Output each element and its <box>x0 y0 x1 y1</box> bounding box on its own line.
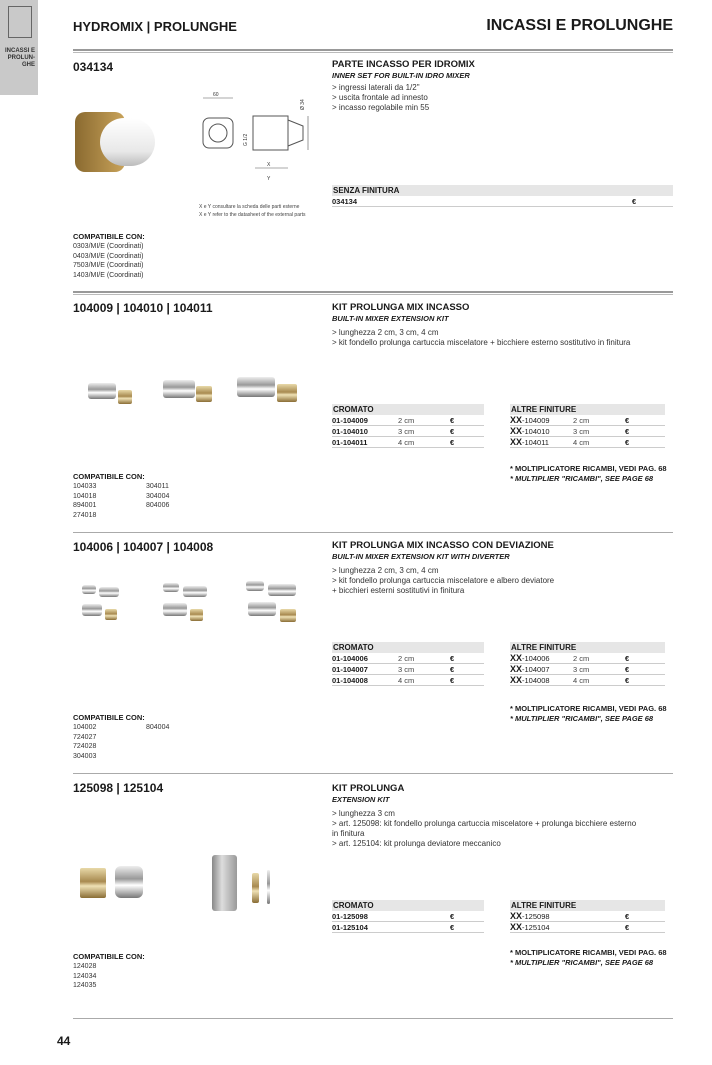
table-header: ALTRE FINITURE <box>510 404 665 415</box>
price: € <box>625 427 630 436</box>
table-header: CROMATO <box>332 900 484 911</box>
size: 4 cm <box>573 438 590 447</box>
list-item: 804004 <box>146 724 170 731</box>
price: € <box>450 665 455 674</box>
list-item: > art. 125098: kit fondello prolunga cartuccia miscelatore + prolunga bicchiere esterno <box>332 819 637 828</box>
price: € <box>450 923 455 932</box>
list-item: 724027 <box>73 733 97 741</box>
table-header: CROMATO <box>332 404 484 415</box>
compat-title: COMPATIBILE CON: <box>73 472 145 481</box>
finish-prefix: XX <box>510 911 523 921</box>
header-left: HYDROMIX | PROLUNGHE <box>73 19 237 34</box>
finish-prefix: XX <box>510 653 523 663</box>
list-item: > lunghezza 3 cm <box>332 809 395 818</box>
price-table-cromato <box>332 642 484 686</box>
product-code: 104009 | 104010 | 104011 <box>73 301 213 315</box>
size: 2 cm <box>573 416 590 425</box>
table-row <box>332 196 673 207</box>
product-subtitle: BUILT-IN MIXER EXTENSION KIT WITH DIVERTER <box>332 552 510 561</box>
list-item: X e Y refer to the datasheet of the external parts <box>199 212 306 218</box>
valve-drawing-icon <box>8 6 32 38</box>
price: € <box>450 427 455 436</box>
list-item: > lunghezza 2 cm, 3 cm, 4 cm <box>332 328 439 337</box>
size: 3 cm <box>398 427 415 436</box>
multiplier-note <box>510 948 667 968</box>
compat-list <box>73 242 223 280</box>
dim-diameter: Ø 34 <box>300 99 306 110</box>
size: 3 cm <box>398 665 415 674</box>
side-tab-label: INCASSI E PROLUN-GHE <box>4 48 35 68</box>
list-item: 0303/MI/E (Coordinati) <box>73 243 144 250</box>
price-table-cromato <box>332 900 484 933</box>
article-code: XX-104008 <box>510 675 550 685</box>
list-item: > lunghezza 2 cm, 3 cm, 4 cm <box>332 566 439 575</box>
article-code: 01-104006 <box>332 654 368 663</box>
list-item: * MOLTIPLICATORE RICAMBI, VEDI PAG. 68 <box>510 948 667 957</box>
list-item: * MOLTIPLICATORE RICAMBI, VEDI PAG. 68 <box>510 704 667 713</box>
dim-y: Y <box>267 176 271 182</box>
list-item: > kit fondello prolunga cartuccia miscelatore + bicchiere esterno sostitutivo in finitura <box>332 338 631 347</box>
list-item: 894001 <box>73 502 97 509</box>
list-item <box>146 962 226 972</box>
size <box>398 911 450 921</box>
bullets <box>332 328 672 348</box>
table-row <box>332 911 484 922</box>
table-header: ALTRE FINITURE <box>510 900 665 911</box>
list-item: 124034 <box>73 972 97 980</box>
compat-title: COMPATIBILE CON: <box>73 952 145 961</box>
bullets <box>332 809 672 849</box>
table-row <box>332 437 484 448</box>
compat-list <box>73 482 226 520</box>
price-table-altre <box>510 642 665 686</box>
article-code: 01-104008 <box>332 676 368 685</box>
finish-prefix: XX <box>510 415 523 425</box>
article-code: XX-104010 <box>510 426 550 436</box>
list-item: 104002 <box>73 724 97 731</box>
product-subtitle: INNER SET FOR BUILT-IN IDRO MIXER <box>332 71 470 80</box>
product-title: KIT PROLUNGA MIX INCASSO <box>332 302 470 313</box>
table-header: ALTRE FINITURE <box>510 642 665 653</box>
list-item: > art. 125104: kit prolunga deviatore meccanico <box>332 839 501 848</box>
list-item <box>146 742 226 752</box>
list-item: 1403/MI/E (Coordinati) <box>73 271 144 279</box>
finish-prefix: XX <box>510 664 523 674</box>
table-row <box>332 675 484 686</box>
product-subtitle: EXTENSION KIT <box>332 795 390 804</box>
technical-drawing <box>195 88 320 183</box>
table-row <box>510 426 665 437</box>
price: € <box>632 197 637 206</box>
compat-list <box>73 723 226 761</box>
size: 4 cm <box>398 676 415 685</box>
divider <box>73 532 673 533</box>
list-item: * MULTIPLIER "RICAMBI", SEE PAGE 68 <box>510 714 654 723</box>
list-item: * MULTIPLIER "RICAMBI", SEE PAGE 68 <box>510 958 654 967</box>
list-item: + bicchieri esterni sostitutivi in finitura <box>332 586 465 595</box>
table-row <box>510 664 665 675</box>
article-code: XX-125098 <box>510 911 550 921</box>
finish-prefix: XX <box>510 922 523 932</box>
product-title: PARTE INCASSO PER IDROMIX <box>332 59 475 70</box>
article-code: 01-104011 <box>332 438 368 447</box>
list-item: * MOLTIPLICATORE RICAMBI, VEDI PAG. 68 <box>510 464 667 473</box>
article-code: 01-104009 <box>332 416 368 425</box>
compat-title: COMPATIBILE CON: <box>73 713 145 722</box>
table-header: CROMATO <box>332 642 484 653</box>
list-item: 274018 <box>73 511 97 519</box>
product-subtitle: BUILT-IN MIXER EXTENSION KIT <box>332 314 449 323</box>
list-item: 804006 <box>146 502 170 509</box>
table-row <box>510 675 665 686</box>
price: € <box>450 676 455 685</box>
product-code: 034134 <box>73 60 114 74</box>
list-item: > incasso regolabile min 55 <box>332 103 430 112</box>
price: € <box>450 912 455 921</box>
size: 2 cm <box>398 654 415 663</box>
list-item <box>146 733 226 743</box>
price-table-altre <box>510 900 665 933</box>
list-item: 304003 <box>73 752 97 760</box>
size: 2 cm <box>573 654 590 663</box>
table-row <box>510 437 665 448</box>
product-image-cap <box>100 118 155 166</box>
article-code: XX-104011 <box>510 437 549 447</box>
table-row <box>510 911 665 922</box>
size: 3 cm <box>573 665 590 674</box>
table-row <box>332 653 484 664</box>
bullets <box>332 566 672 596</box>
price-table-cromato <box>332 404 484 448</box>
list-item: 0403/MI/E (Coordinati) <box>73 252 144 260</box>
article-code: 01-125104 <box>332 923 368 932</box>
divider <box>73 291 673 295</box>
price: € <box>625 654 630 663</box>
list-item <box>146 752 226 762</box>
table-header: SENZA FINITURA <box>332 185 673 196</box>
bullets <box>332 83 672 113</box>
table-row <box>332 415 484 426</box>
article-code: XX-104009 <box>510 415 550 425</box>
product-title: KIT PROLUNGA MIX INCASSO CON DEVIAZIONE <box>332 540 554 551</box>
finish-prefix: XX <box>510 437 523 447</box>
table-row <box>332 664 484 675</box>
list-item <box>146 972 226 982</box>
price: € <box>625 912 630 921</box>
article-code: 01-104010 <box>332 427 368 436</box>
table-row <box>332 922 484 933</box>
price: € <box>625 676 630 685</box>
list-item: 304004 <box>146 492 170 500</box>
table-row <box>332 426 484 437</box>
compat-list <box>73 962 226 991</box>
list-item: 124028 <box>73 963 97 970</box>
list-item: 124035 <box>73 982 97 989</box>
list-item: in finitura <box>332 829 365 838</box>
product-title: KIT PROLUNGA <box>332 783 405 794</box>
list-item: > kit fondello prolunga cartuccia miscelatore e albero deviatore <box>332 576 555 585</box>
table-row <box>510 415 665 426</box>
size <box>573 911 625 921</box>
table-row <box>510 922 665 933</box>
product-code: 104006 | 104007 | 104008 <box>73 540 214 554</box>
price: € <box>625 665 630 674</box>
size: 4 cm <box>398 438 415 447</box>
compat-title: COMPATIBILE CON: <box>73 232 145 241</box>
article-code: 01-125098 <box>332 912 368 921</box>
list-item: > uscita frontale ad innesto <box>332 93 428 102</box>
list-item <box>146 981 226 991</box>
article-code: 034134 <box>332 197 358 206</box>
article-code: XX-104006 <box>510 653 550 663</box>
size <box>398 922 450 932</box>
list-item: 304011 <box>146 483 169 490</box>
article-code: XX-104007 <box>510 664 550 674</box>
table-row <box>510 653 665 664</box>
header-right: INCASSI E PROLUNGHE <box>486 17 673 34</box>
side-tab <box>0 0 38 95</box>
dim-width: 60 <box>213 92 219 98</box>
size: 4 cm <box>573 676 590 685</box>
article-code: 01-104007 <box>332 665 368 674</box>
list-item: 724028 <box>73 743 97 750</box>
price: € <box>450 416 455 425</box>
size: 3 cm <box>573 427 590 436</box>
article-code: XX-125104 <box>510 922 550 932</box>
list-item: 7503/MI/E (Coordinati) <box>73 262 144 269</box>
price: € <box>625 438 630 447</box>
divider <box>73 773 673 774</box>
divider <box>73 1018 673 1019</box>
finish-prefix: XX <box>510 426 523 436</box>
size: 2 cm <box>398 416 415 425</box>
list-item: * MULTIPLIER "RICAMBI", SEE PAGE 68 <box>510 474 654 483</box>
drawing-notes <box>199 203 306 219</box>
dim-thread: G 1/2 <box>243 133 249 146</box>
divider <box>73 49 673 53</box>
multiplier-note <box>510 464 667 484</box>
price: € <box>625 416 630 425</box>
price: € <box>450 438 455 447</box>
size <box>573 922 625 932</box>
price-table-altre <box>510 404 665 448</box>
dim-x: X <box>267 162 271 168</box>
page-number: 44 <box>57 1034 71 1048</box>
list-item: X e Y consultare la scheda delle parti esterne <box>199 204 300 210</box>
list-item: > ingressi laterali da 1/2" <box>332 83 420 92</box>
list-item: 104018 <box>73 492 97 500</box>
finish-prefix: XX <box>510 675 523 685</box>
price: € <box>450 654 455 663</box>
multiplier-note <box>510 704 667 724</box>
price-table <box>332 185 673 207</box>
product-code: 125098 | 125104 <box>73 781 164 795</box>
list-item: 104033 <box>73 483 97 490</box>
price: € <box>625 923 630 932</box>
